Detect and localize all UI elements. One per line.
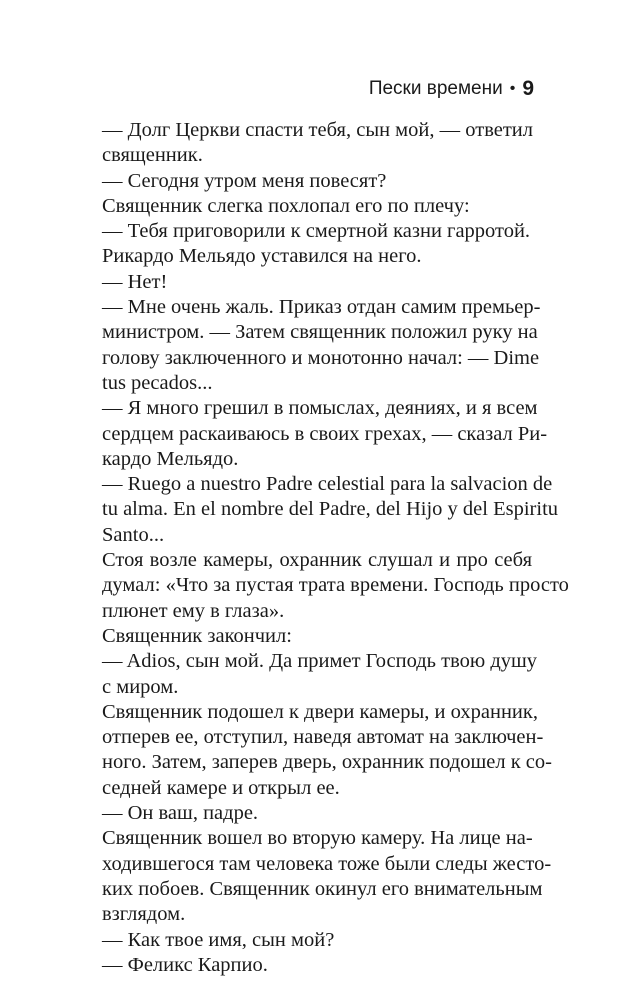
text-line: tu alma. En el nombre del Padre, del Hijo y del Espiritu	[102, 498, 559, 521]
running-header-title: Пески времени	[368, 78, 503, 99]
text-line: с миром.	[102, 675, 179, 698]
text-line: сердцем раскаиваюсь в своих грехах, — сказал Ри-	[102, 422, 548, 445]
page-number: 9	[522, 77, 534, 100]
running-header-separator: •	[509, 80, 516, 97]
text-line: — Я много грешил в помыслах, деяниях, и я всем	[102, 397, 538, 420]
text-line: ких побоев. Священник окинул его внимательным	[102, 877, 543, 900]
text-line: — Ruego a nuestro Padre celestial para la salvacion de	[102, 473, 553, 496]
text-line: ходившегося там человека тоже были следы жесто-	[102, 852, 552, 875]
text-line: — Мне очень жаль. Приказ отдан самим премьер-	[102, 296, 541, 319]
text-line: — Нет!	[102, 270, 168, 293]
text-line: ного. Затем, заперев дверь, охранник подошел к со-	[102, 751, 552, 774]
text-line: — Феликс Карпио.	[102, 953, 268, 976]
text-line: — Тебя приговорили к смертной казни гарротой.	[102, 220, 531, 243]
text-line: кардо Мельядо.	[102, 447, 239, 470]
text-line: — Как твое имя, сын мой?	[102, 928, 335, 951]
text-line: голову заключенного и монотонно начал: — Dime	[102, 346, 540, 369]
text-line: седней камере и открыл ее.	[102, 776, 340, 799]
text-line: думал: «Что за пустая трата времени. Господь просто	[102, 574, 569, 597]
text-line: Рикардо Мельядо уставился на него.	[102, 245, 422, 268]
text-line: Священник вошел во вторую камеру. На лице на-	[102, 827, 533, 850]
text-line: отперев ее, отступил, наведя автомат на заключен-	[102, 726, 544, 749]
text-line: — Adios, сын мой. Да примет Господь твою душу	[102, 650, 538, 673]
text-line: Santo...	[102, 523, 165, 546]
text-line: взглядом.	[102, 903, 186, 926]
text-line: Стоя возле камеры, охранник слушал и про себя	[102, 549, 532, 572]
text-line: — Долг Церкви спасти тебя, сын мой, — ответил	[102, 119, 534, 141]
text-line: Священник закончил:	[102, 624, 292, 647]
text-line: министром. — Затем священник положил руку на	[102, 321, 538, 344]
text-line: Священник подошел к двери камеры, и охранник,	[102, 700, 538, 723]
text-line: — Сегодня утром меня повесят?	[102, 169, 387, 192]
text-line: плюнет ему в глаза».	[102, 599, 285, 622]
text-line: tus pecados...	[102, 371, 213, 394]
text-line: — Он ваш, падре.	[102, 802, 259, 825]
body-text	[102, 118, 569, 978]
text-line: священник.	[102, 144, 203, 167]
text-line: Священник слегка похлопал его по плечу:	[102, 194, 470, 217]
running-header	[369, 76, 534, 102]
